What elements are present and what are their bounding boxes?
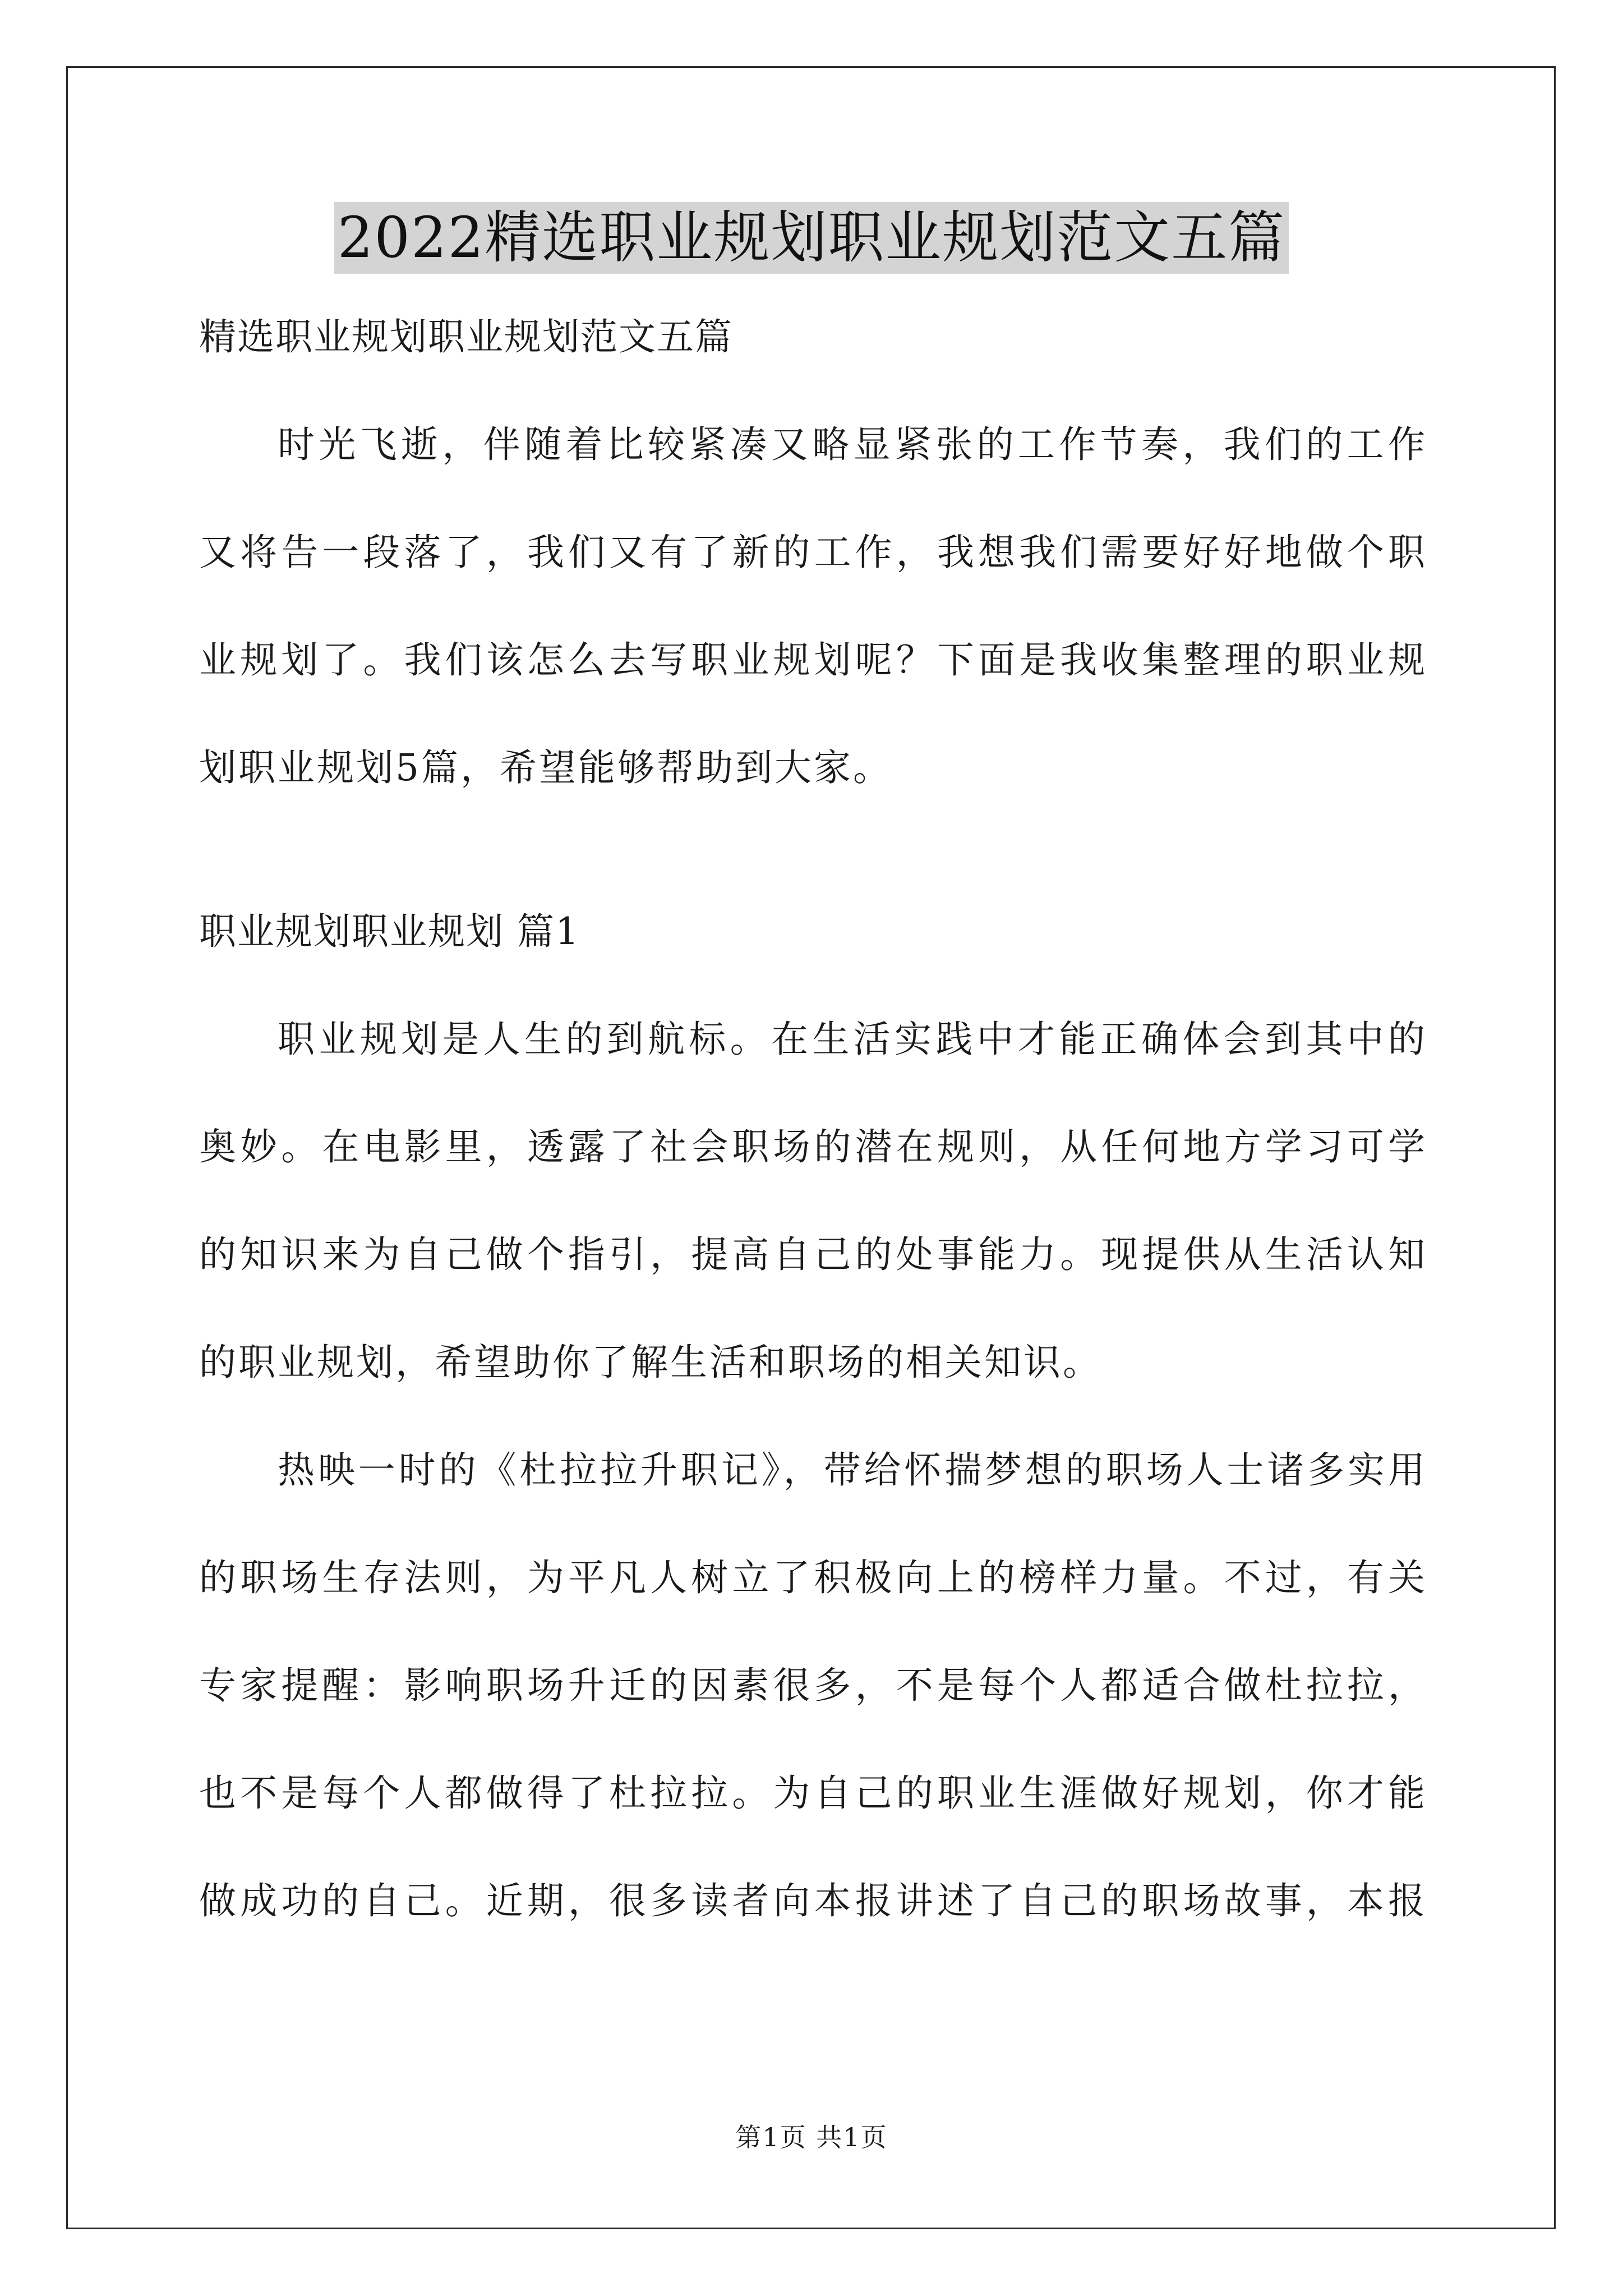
document-title: 2022精选职业规划职业规划范文五篇: [334, 202, 1289, 274]
text-line: 也不是每个人都做得了杜拉拉。为自己的职业生涯做好规划，你才能: [199, 1772, 1427, 1815]
text-line: 热映一时的《杜拉拉升职记》，带给怀揣梦想的职场人士诸多实用: [278, 1448, 1427, 1492]
intro-paragraph: [199, 419, 1427, 794]
document-body: [199, 311, 1427, 1927]
text-line: 专家提醒：影响职场升迁的因素很多，不是每个人都适合做杜拉拉，: [199, 1664, 1427, 1707]
text-line: 的职业规划，希望助你了解生活和职场的相关知识。: [199, 1341, 1102, 1384]
section1-paragraph-2: [199, 1444, 1427, 1927]
text-line: 又将告一段落了，我们又有了新的工作，我想我们需要好好地做个职: [199, 531, 1427, 574]
text-line: 奥妙。在电影里，透露了社会职场的潜在规则，从任何地方学习可学: [199, 1125, 1427, 1168]
document-subtitle: 精选职业规划职业规划范文五篇: [199, 315, 733, 358]
text-line: 的职场生存法则，为平凡人树立了积极向上的榜样力量。不过，有关: [199, 1556, 1427, 1599]
text-line: 划职业规划5篇，希望能够帮助到大家。: [199, 746, 892, 789]
text-line: 做成功的自己。近期，很多读者向本报讲述了自己的职场故事，本报: [199, 1879, 1427, 1922]
text-line: 职业规划是人生的到航标。在生活实践中才能正确体会到其中的: [278, 1018, 1427, 1061]
title-wrap: [0, 202, 1623, 274]
text-line: 时光飞逝，伴随着比较紧凑又略显紧张的工作节奏，我们的工作: [278, 423, 1427, 466]
section-heading: 职业规划职业规划 篇1: [199, 910, 580, 953]
text-line: 业规划了。我们该怎么去写职业规划呢？下面是我收集整理的职业规: [199, 638, 1427, 682]
section1-paragraph-1: [199, 1014, 1427, 1388]
page-footer: 第1页 共1页: [735, 2122, 888, 2152]
text-line: 的知识来为自己做个指引，提高自己的处事能力。现提供从生活认知: [199, 1233, 1427, 1276]
